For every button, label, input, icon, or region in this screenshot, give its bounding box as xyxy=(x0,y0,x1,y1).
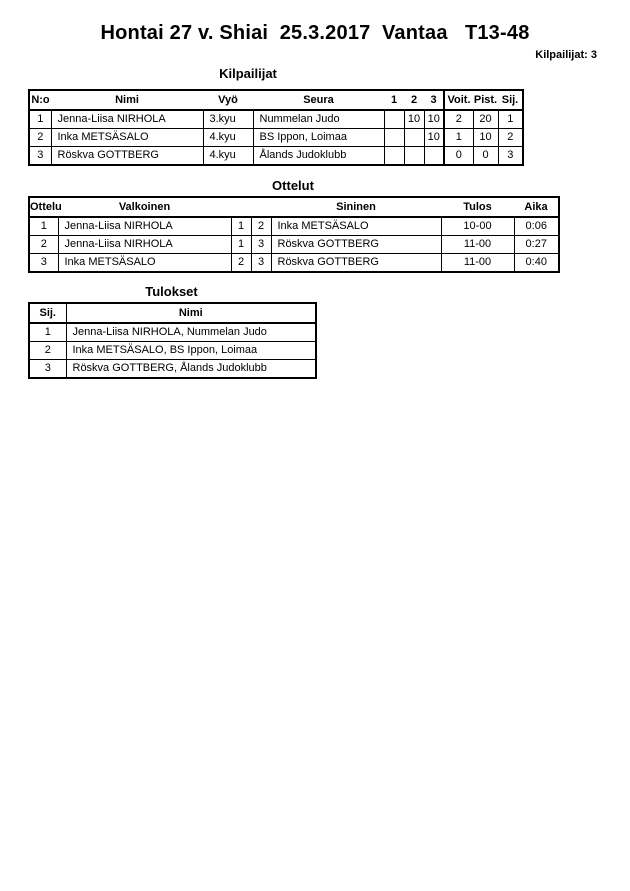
col-header-aika: Aika xyxy=(514,197,559,217)
cell-pist: 10 xyxy=(473,129,498,147)
ottelut-header-row xyxy=(29,197,559,217)
cell-nimi: Jenna-Liisa NIRHOLA, Nummelan Judo xyxy=(66,323,316,342)
col-header-match2: 2 xyxy=(404,90,424,110)
cell-seura: BS Ippon, Loimaa xyxy=(253,129,384,147)
cell-seura: Ålands Judoklubb xyxy=(253,147,384,166)
cell-no: 3 xyxy=(29,147,51,166)
cell-nimi: Inka METSÄSALO, BS Ippon, Loimaa xyxy=(66,342,316,360)
cell-match2: 10 xyxy=(404,110,424,129)
page-title: Hontai 27 v. Shiai 25.3.2017 Vantaa T13-48 xyxy=(100,22,530,44)
col-header-no: N:o xyxy=(29,90,51,110)
cell-vyo: 3.kyu xyxy=(203,110,253,129)
kilpailijat-row xyxy=(29,147,523,166)
col-header-tulos: Tulos xyxy=(441,197,514,217)
col-header-blue-no xyxy=(251,197,271,217)
competitor-count-label: Kilpailijat: 3 xyxy=(535,49,597,61)
cell-nimi: Röskva GOTTBERG, Ålands Judoklubb xyxy=(66,360,316,379)
cell-blue-name: Inka METSÄSALO xyxy=(271,217,441,236)
cell-match-no: 2 xyxy=(29,236,58,254)
cell-vyo: 4.kyu xyxy=(203,147,253,166)
col-header-match3: 3 xyxy=(424,90,444,110)
cell-match3: 10 xyxy=(424,129,444,147)
cell-blue-name: Röskva GOTTBERG xyxy=(271,254,441,273)
cell-blue-number: 2 xyxy=(251,217,271,236)
cell-voit: 1 xyxy=(444,129,473,147)
col-header-sij: Sij. xyxy=(29,303,66,323)
kilpailijat-table xyxy=(28,89,524,166)
cell-match-no: 3 xyxy=(29,254,58,273)
cell-sij: 3 xyxy=(29,360,66,379)
col-header-sininen: Sininen xyxy=(271,197,441,217)
cell-pist: 0 xyxy=(473,147,498,166)
col-header-match1: 1 xyxy=(384,90,404,110)
col-header-valkoinen: Valkoinen xyxy=(58,197,231,217)
section-title-kilpailijat: Kilpailijat xyxy=(219,66,277,81)
col-header-nimi: Nimi xyxy=(51,90,203,110)
cell-blue-number: 3 xyxy=(251,254,271,273)
ottelut-row xyxy=(29,236,559,254)
col-header-nimi: Nimi xyxy=(66,303,316,323)
cell-tulos: 11-00 xyxy=(441,254,514,273)
cell-nimi: Inka METSÄSALO xyxy=(51,129,203,147)
kilpailijat-row xyxy=(29,129,523,147)
ottelut-table xyxy=(28,196,560,273)
cell-tulos: 10-00 xyxy=(441,217,514,236)
cell-white-number: 1 xyxy=(231,217,251,236)
col-header-white-no xyxy=(231,197,251,217)
cell-match2 xyxy=(404,147,424,166)
cell-no: 2 xyxy=(29,129,51,147)
section-title-tulokset: Tulokset xyxy=(145,284,198,299)
cell-match3: 10 xyxy=(424,110,444,129)
tulokset-row xyxy=(29,360,316,379)
col-header-ottelu: Ottelu xyxy=(29,197,58,217)
cell-match1 xyxy=(384,147,404,166)
tulokset-row xyxy=(29,342,316,360)
section-title-ottelut: Ottelut xyxy=(272,178,314,193)
cell-white-number: 1 xyxy=(231,236,251,254)
cell-match1 xyxy=(384,110,404,129)
cell-white-name: Jenna-Liisa NIRHOLA xyxy=(58,236,231,254)
col-header-vyo: Vyö xyxy=(203,90,253,110)
cell-voit: 2 xyxy=(444,110,473,129)
cell-nimi: Jenna-Liisa NIRHOLA xyxy=(51,110,203,129)
cell-sij: 2 xyxy=(498,129,523,147)
cell-sij: 1 xyxy=(29,323,66,342)
cell-match3 xyxy=(424,147,444,166)
col-header-pist: Pist. xyxy=(473,90,498,110)
cell-match2 xyxy=(404,129,424,147)
cell-tulos: 11-00 xyxy=(441,236,514,254)
cell-aika: 0:27 xyxy=(514,236,559,254)
cell-nimi: Röskva GOTTBERG xyxy=(51,147,203,166)
cell-white-number: 2 xyxy=(231,254,251,273)
kilpailijat-header-row xyxy=(29,90,523,110)
cell-seura: Nummelan Judo xyxy=(253,110,384,129)
cell-aika: 0:06 xyxy=(514,217,559,236)
cell-pist: 20 xyxy=(473,110,498,129)
cell-sij: 1 xyxy=(498,110,523,129)
kilpailijat-row xyxy=(29,110,523,129)
cell-blue-name: Röskva GOTTBERG xyxy=(271,236,441,254)
tulokset-header-row xyxy=(29,303,316,323)
ottelut-row xyxy=(29,254,559,273)
tulokset-table xyxy=(28,302,317,379)
cell-aika: 0:40 xyxy=(514,254,559,273)
ottelut-row xyxy=(29,217,559,236)
cell-sij: 2 xyxy=(29,342,66,360)
cell-match-no: 1 xyxy=(29,217,58,236)
cell-voit: 0 xyxy=(444,147,473,166)
cell-blue-number: 3 xyxy=(251,236,271,254)
cell-white-name: Jenna-Liisa NIRHOLA xyxy=(58,217,231,236)
cell-no: 1 xyxy=(29,110,51,129)
cell-vyo: 4.kyu xyxy=(203,129,253,147)
tulokset-row xyxy=(29,323,316,342)
cell-sij: 3 xyxy=(498,147,523,166)
cell-match1 xyxy=(384,129,404,147)
col-header-seura: Seura xyxy=(253,90,384,110)
col-header-voit: Voit. xyxy=(444,90,473,110)
cell-white-name: Inka METSÄSALO xyxy=(58,254,231,273)
col-header-sij: Sij. xyxy=(498,90,523,110)
